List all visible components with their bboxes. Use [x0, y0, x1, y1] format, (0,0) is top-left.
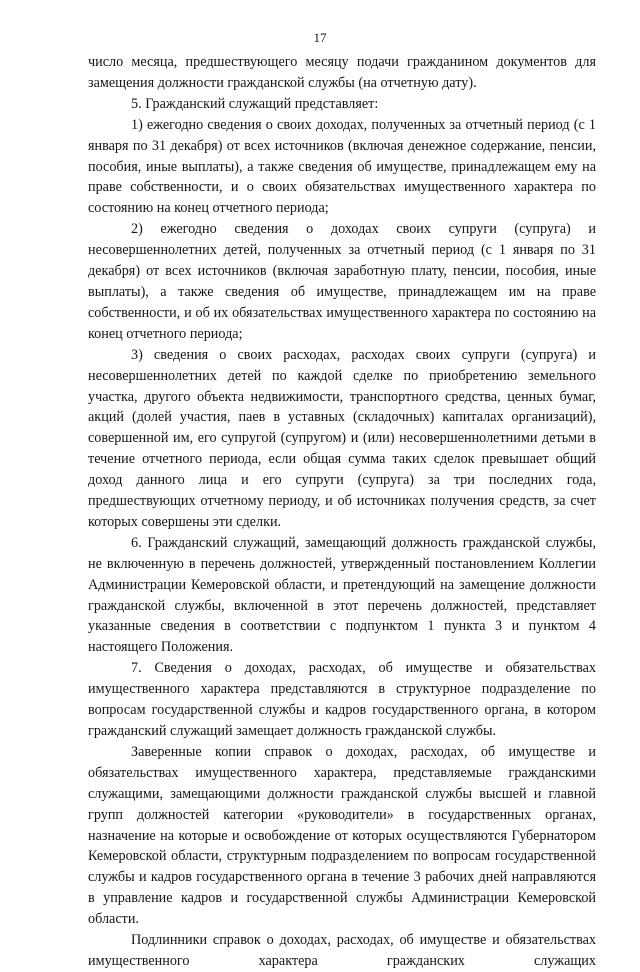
paragraph-originals: Подлинники справок о доходах, расходах, об имуществе и обязательствах имущественного характера гражданских служащих	[88, 932, 596, 969]
paragraph-subitem-3: 3) сведения о своих расходах, расходах своих супруги (супруга) и несовершеннолетних детей по каждой сделке по приобретению земельного участка, другого объекта недвижимости, транспортного средства, ценных бумаг, акций (долей участия, паев в уставных (складочных) капиталах организаций), совершенной им, его супругой (супругом) и (или) несовершеннолетними детьми в течение отчетного периода, если общая сумма таких сделок превышает общий доход данного лица и его супруги (супруга) за три последних года, предшествующих отчетному периоду, и об источниках получения средств, за счет которых совершены эти сделки.	[88, 346, 596, 530]
paragraph-item-6: 6. Гражданский служащий, замещающий должность гражданской службы, не включенную в перечень должностей, утвержденный постановлением Коллегии Администрации Кемеровской области, и претендующий на замещение должности гражданской службы, включенной в этот перечень должностей, представляет указанные сведения в соответствии с подпунктом 1 пункта 3 и пунктом 4 настоящего Положения.	[88, 534, 596, 656]
paragraph-item-7: 7. Сведения о доходах, расходах, об имуществе и обязательствах имущественного характера представляются в структурное подразделение по вопросам государственной службы и кадров государственного органа, в котором гражданский служащий замещает должность гражданской службы.	[88, 660, 596, 739]
page-number: 17	[313, 30, 327, 45]
paragraph-subitem-1: 1) ежегодно сведения о своих доходах, полученных за отчетный период (с 1 января по 31 декабря) от всех источников (включая денежное содержание, пенсии, пособия, иные выплаты), а также сведения об имуществе, принадлежащем ему на праве собственности, и о своих обязательствах имущественного характера по состоянию на конец отчетного периода;	[88, 116, 596, 217]
paragraph-certified-copies: Заверенные копии справок о доходах, расходах, об имуществе и обязательствах имущественного характера, представляемые гражданскими служащими, замещающими должности гражданской службы высшей и главной групп должностей категории «руководители» в государственных органах, назначение на которые и освобождение от которых осуществляются Губернатором Кемеровской области, структурным подразделением по вопросам государственной службы и кадров государственного органа в течение 3 рабочих дней направляются в управление кадров и государственной службы Администрации Кемеровской области.	[88, 743, 596, 928]
document-body	[88, 52, 596, 972]
paragraph-item-5-heading: 5. Гражданский служащий представляет:	[131, 95, 379, 112]
paragraph-subitem-2: 2) ежегодно сведения о доходах своих супруги (супруга) и несовершеннолетних детей, полученных за отчетный период (с 1 января по 31 декабря) от всех источников (включая заработную плату, пенсии, пособия, иные выплаты), а также сведения об имуществе, принадлежащем им на праве собственности, и об их обязательствах имущественного характера по состоянию на конец отчетного периода;	[88, 221, 596, 342]
paragraph-continuation: число месяца, предшествующего месяцу подачи гражданином документов для замещения должности гражданской службы (на отчетную дату).	[88, 54, 596, 91]
